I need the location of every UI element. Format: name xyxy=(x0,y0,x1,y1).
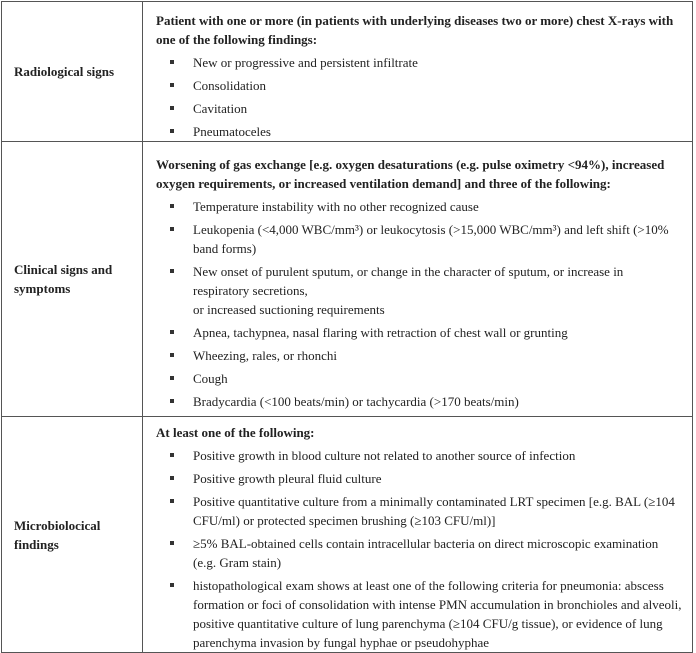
bullet-icon xyxy=(170,227,174,231)
list-item: Wheezing, rales, or rhonchi xyxy=(156,346,682,365)
bullet-icon xyxy=(170,269,174,273)
list-item: Consolidation xyxy=(156,76,682,95)
row-content xyxy=(143,417,693,653)
findings-list xyxy=(156,446,682,652)
row-category: Clinical signs and symptoms xyxy=(2,142,143,417)
bullet-icon xyxy=(170,376,174,380)
row-content xyxy=(143,2,693,142)
list-item: Positive quantitative culture from a minimally contaminated LRT specimen [e.g. BAL (≥104 CFU/ml) or protected specimen brushing (≥103 CFU/ml)] xyxy=(156,492,682,530)
bullet-icon xyxy=(170,353,174,357)
list-item: Positive growth in blood culture not related to another source of infection xyxy=(156,446,682,465)
list-item: Bradycardia (<100 beats/min) or tachycardia (>170 beats/min) xyxy=(156,392,682,411)
row-heading: At least one of the following: xyxy=(156,425,315,440)
findings-list xyxy=(156,197,682,411)
bullet-icon xyxy=(170,60,174,64)
bullet-icon xyxy=(170,499,174,503)
list-item: histopathological exam shows at least one of the following criteria for pneumonia: abscess formation or foci of consolidation with intense PMN accumulation in bronchioles and alveoli, positive quantitative culture of lung parenchyma (≥104 CFU/g tissue), or evidence of lung parenchyma invasion by fungal hyphae or pseudohyphae xyxy=(156,576,682,652)
row-heading: Patient with one or more (in patients with underlying diseases two or more) chest X-rays with one of the following findings: xyxy=(156,13,674,47)
bullet-icon xyxy=(170,83,174,87)
bullet-icon xyxy=(170,583,174,587)
list-item: ≥5% BAL-obtained cells contain intracellular bacteria on direct microscopic examination (e.g. Gram stain) xyxy=(156,534,682,572)
row-category: Radiological signs xyxy=(2,2,143,142)
list-item: New onset of purulent sputum, or change in the character of sputum, or increase in respiratory secretions, or increased suctioning requirements xyxy=(156,262,682,319)
bullet-icon xyxy=(170,129,174,133)
criteria-table xyxy=(1,1,693,653)
list-item: Positive growth pleural fluid culture xyxy=(156,469,682,488)
findings-list xyxy=(156,53,682,141)
list-item: New or progressive and persistent infiltrate xyxy=(156,53,682,72)
bullet-icon xyxy=(170,106,174,110)
table-row xyxy=(2,2,693,142)
list-item: Temperature instability with no other recognized cause xyxy=(156,197,682,216)
table-row xyxy=(2,142,693,417)
row-content xyxy=(143,142,693,417)
bullet-icon xyxy=(170,541,174,545)
bullet-icon xyxy=(170,330,174,334)
row-heading: Worsening of gas exchange [e.g. oxygen desaturations (e.g. pulse oximetry <94%), increased oxygen requirements, or increased ventilation demand] and three of the following: xyxy=(156,157,665,191)
table-row xyxy=(2,417,693,653)
list-item: Pneumatoceles xyxy=(156,122,682,141)
list-item: Cough xyxy=(156,369,682,388)
bullet-icon xyxy=(170,476,174,480)
bullet-icon xyxy=(170,399,174,403)
list-item: Apnea, tachypnea, nasal flaring with retraction of chest wall or grunting xyxy=(156,323,682,342)
row-category: Microbiolocical findings xyxy=(2,417,143,653)
bullet-icon xyxy=(170,453,174,457)
list-item: Leukopenia (<4,000 WBC/mm³) or leukocytosis (>15,000 WBC/mm³) and left shift (>10% band forms) xyxy=(156,220,682,258)
bullet-icon xyxy=(170,204,174,208)
list-item: Cavitation xyxy=(156,99,682,118)
